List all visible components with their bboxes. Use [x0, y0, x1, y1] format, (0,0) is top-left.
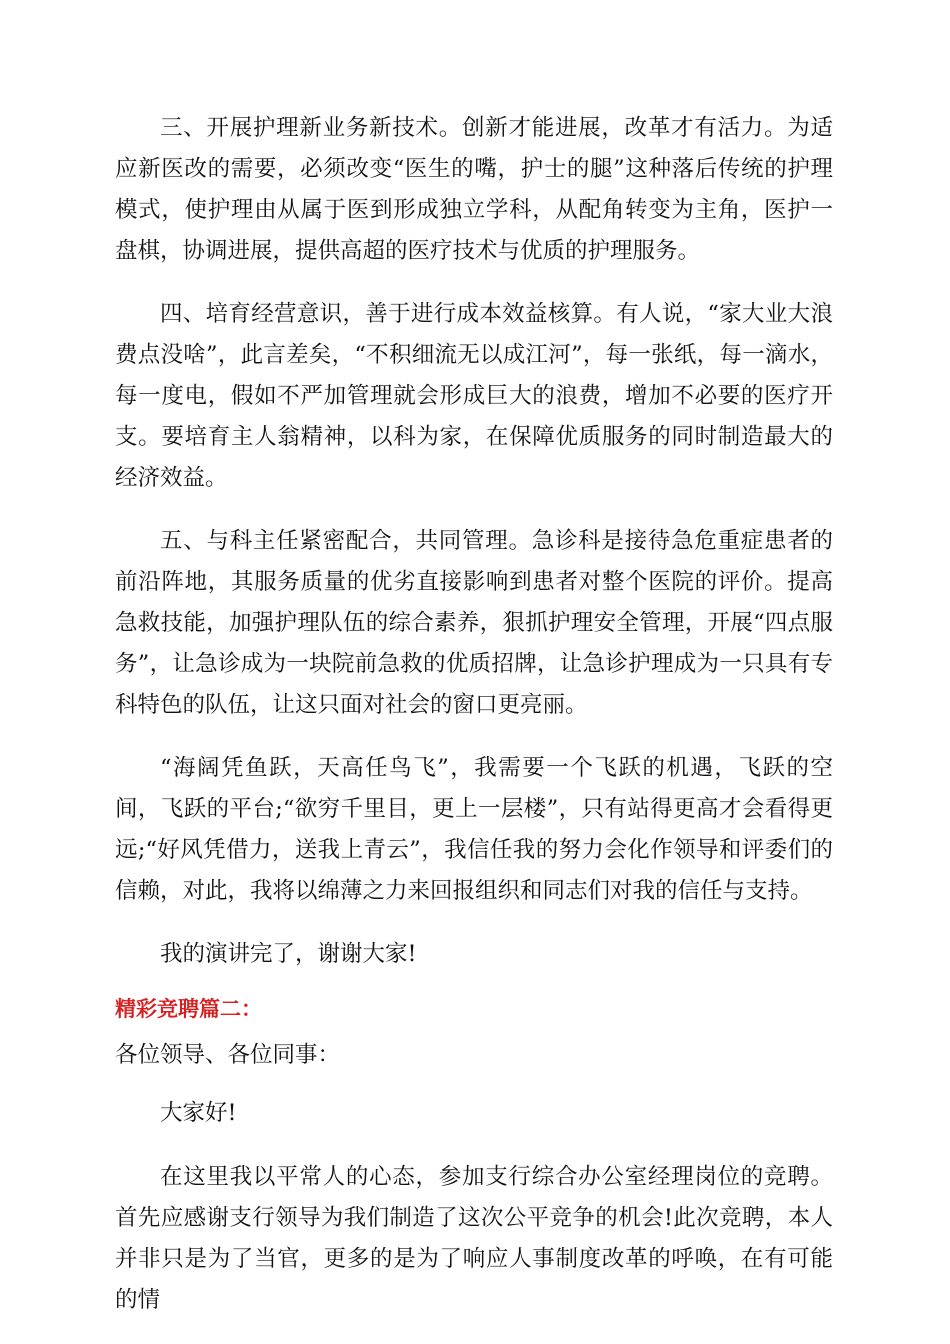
- paragraph-cooperation: 五、与科主任紧密配合，共同管理。急诊科是接待急危重症患者的前沿阵地，其服务质量的优劣直接影响到患者对整个医院的评价。提高急救技能，加强护理队伍的综合素养，狠抓护理安全管理，开展“四点服务”，让急诊成为一块院前急救的优质招牌，让急诊护理成为一只具有专科特色的队伍，让这只面对社会的窗口更亮丽。: [115, 528, 833, 718]
- salutation: 各位领导、各位同事：: [115, 1042, 341, 1068]
- paragraph-competition-intro: 在这里我以平常人的心态，参加支行综合办公室经理岗位的竞聘。首先应感谢支行领导为我们制造了这次公平竞争的机会!此次竞聘，本人并非只是为了当官，更多的是为了响应人事制度改革的呼唤，在有可能的情: [115, 1164, 833, 1313]
- paragraph-aspiration: “海阔凭鱼跃，天高任鸟飞”，我需要一个飞跃的机遇，飞跃的空间，飞跃的平台;“欲穷千里目，更上一层楼”，只有站得更高才会看得更远;“好风凭借力，送我上青云”，我信任我的努力会化作领导和评委们的信赖，对此，我将以绵薄之力来回报组织和同志们对我的信任与支持。: [115, 755, 833, 904]
- section-heading: 精彩竞聘篇二：: [115, 997, 262, 1021]
- greeting: 大家好!: [160, 1100, 237, 1126]
- paragraph-cost-awareness: 四、培育经营意识，善于进行成本效益核算。有人说，“家大业大浪费点没啥”，此言差矣，“不积细流无以成江河”，每一张纸，每一滴水，每一度电，假如不严加管理就会形成巨大的浪费，增加不必要的医疗开支。要培育主人翁精神，以科为家，在保障优质服务的同时制造最大的经济效益。: [115, 301, 833, 491]
- paragraph-speech-end: 我的演讲完了，谢谢大家!: [160, 941, 417, 967]
- document-page: [115, 108, 833, 1321]
- paragraph-nursing-new-tech: 三、开展护理新业务新技术。创新才能进展，改革才有活力。为适应新医改的需要，必须改变“医生的嘴，护士的腿”这种落后传统的护理模式，使护理由从属于医到形成独立学科，从配角转变为主角，医护一盘棋，协调进展，提供高超的医疗技术与优质的护理服务。: [115, 115, 833, 264]
